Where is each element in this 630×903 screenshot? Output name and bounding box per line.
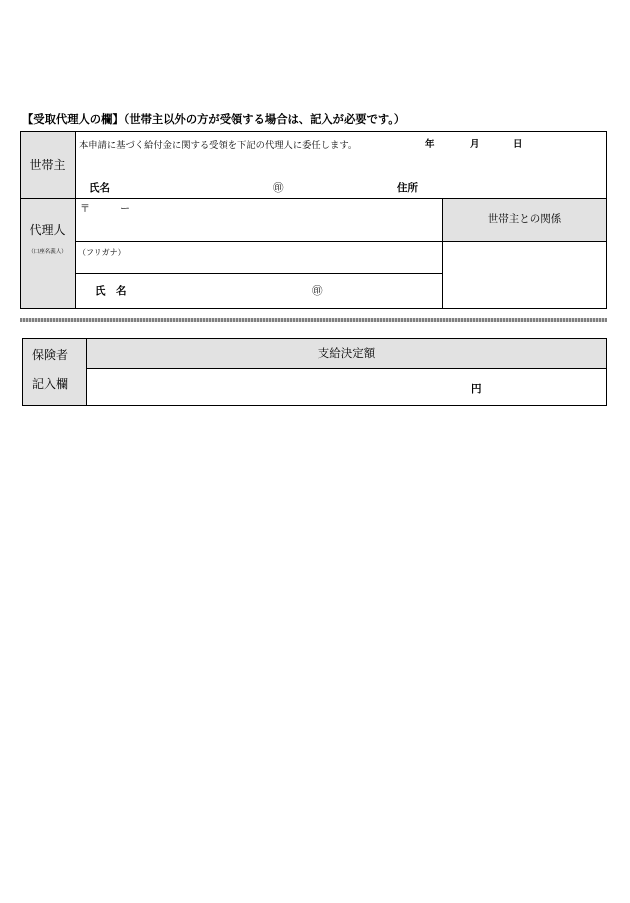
grid-line — [22, 338, 23, 406]
grid-line — [75, 241, 607, 242]
day-label: 日 — [513, 139, 523, 150]
insurer-table — [22, 338, 607, 406]
furigana-label: （フリガナ） — [78, 248, 126, 257]
grid-line — [86, 368, 607, 369]
insurer-label-cell — [22, 338, 86, 406]
grid-line — [606, 338, 607, 406]
agent-postal-cell — [75, 198, 442, 241]
amount-header-cell — [86, 338, 607, 368]
grid-line — [442, 198, 443, 309]
grid-line — [22, 405, 607, 406]
postal-dash: ー — [120, 204, 130, 215]
delegation-statement: 本申請に基づく給付金に関する受領を下記の代理人に委任します。 — [79, 140, 358, 151]
yen-label: 円 — [471, 383, 482, 395]
agent-name-label: 氏 名 — [95, 285, 127, 297]
grid-line — [20, 308, 607, 309]
grid-line — [86, 338, 87, 406]
agent-label-cell — [20, 198, 75, 309]
proxy-section-heading — [22, 114, 405, 125]
amount-header: 支給決定額 — [317, 346, 376, 360]
householder-seal-mark: ㊞ — [273, 182, 284, 194]
year-label: 年 — [425, 139, 435, 150]
agent-name-cell — [75, 273, 442, 308]
householder-address-label: 住所 — [397, 182, 418, 194]
insurer-label-line1: 保険者 — [32, 348, 69, 362]
grid-line — [606, 131, 607, 309]
grid-line — [20, 198, 607, 199]
householder-label-cell — [20, 131, 75, 198]
insurer-label-line2: 記入欄 — [32, 377, 69, 391]
agent-seal-mark: ㊞ — [312, 285, 323, 297]
agent-label: 代理人 — [29, 223, 66, 237]
relationship-value-cell — [442, 241, 607, 308]
grid-line — [75, 131, 76, 309]
postal-mark: 〒 — [80, 204, 90, 215]
grid-line — [20, 131, 607, 132]
cut-line-separator — [20, 318, 607, 322]
grid-line — [75, 273, 442, 274]
grid-line — [22, 338, 607, 339]
heading-title: 【受取代理人の欄】 — [22, 113, 124, 126]
grid-line — [20, 131, 21, 309]
householder-name-label: 氏名 — [89, 182, 110, 194]
householder-content-cell — [75, 131, 607, 198]
month-label: 月 — [470, 139, 480, 150]
householder-label: 世帯主 — [29, 158, 66, 172]
relationship-header: 世帯主との関係 — [487, 213, 562, 225]
agent-furigana-cell — [75, 241, 442, 273]
heading-note: （世帯主以外の方が受領する場合は、記入が必要です。） — [123, 113, 406, 126]
relationship-header-cell — [442, 198, 607, 241]
amount-value-cell — [86, 368, 607, 406]
agent-account-holder-note: （口座名義人） — [28, 249, 67, 255]
proxy-table — [20, 131, 607, 309]
